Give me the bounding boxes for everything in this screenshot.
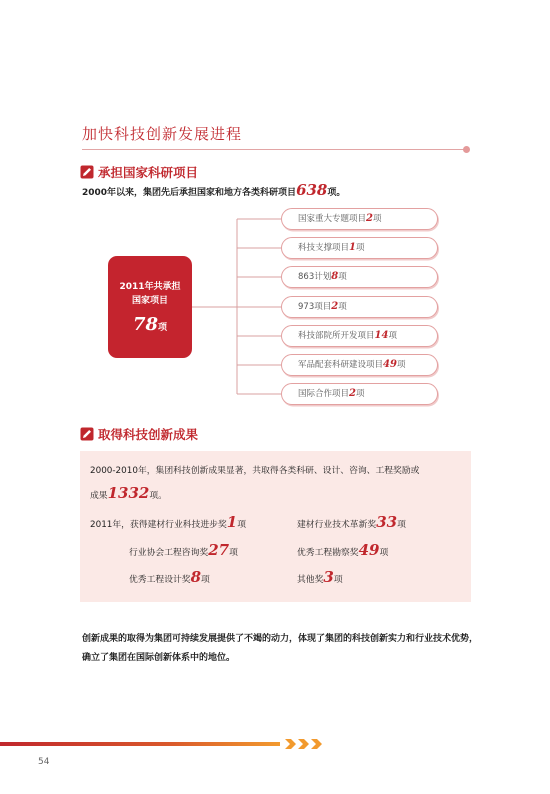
- award-number: 27: [208, 541, 230, 559]
- pill-label: 科技部院所开发项目: [298, 331, 375, 341]
- project-pill: [281, 266, 438, 288]
- award-unit: 项: [333, 575, 343, 585]
- section-heading-achievements-label: 取得科技创新成果: [98, 427, 199, 442]
- award-number: 3: [323, 568, 334, 586]
- achievements-line2: [90, 484, 167, 502]
- summary-line2: 国家项目: [131, 296, 168, 306]
- pill-unit: 项: [372, 214, 382, 224]
- project-pill: [281, 296, 438, 318]
- award-unit: 项: [201, 575, 210, 585]
- award-label: 2011年，获得建材行业科技进步奖: [90, 520, 227, 530]
- project-pill: [281, 237, 438, 259]
- pill-number: 49: [383, 359, 397, 370]
- closing-paragraph: 创新成果的取得为集团可持续发展提供了不竭的动力，体现了集团的科技创新实力和行业技术优势，确立了集团在国际创新体系中的地位。: [82, 634, 479, 663]
- award-label: 行业协会工程咨询奖: [129, 548, 209, 558]
- summary-count: [108, 314, 192, 335]
- page-number: 54: [38, 757, 50, 767]
- pill-number: 8: [331, 271, 339, 282]
- pill-number: 2: [366, 213, 373, 224]
- section-heading-research: [80, 163, 198, 181]
- award-item: [129, 568, 210, 586]
- award-number: 49: [358, 541, 380, 559]
- research-intro: [82, 181, 345, 199]
- pill-unit: 项: [355, 243, 365, 253]
- award-number: 8: [190, 568, 202, 586]
- chevron-right-icon: [285, 739, 325, 749]
- pencil-icon: [80, 165, 94, 179]
- award-label: 建材行业技术革新奖: [297, 520, 377, 530]
- pill-unit: 项: [388, 331, 397, 341]
- pill-number: 2: [349, 388, 356, 399]
- award-number: 1: [226, 513, 238, 531]
- line2-number: 1332: [107, 484, 150, 502]
- intro-prefix: 2000年以来，集团先后承担国家和地方各类科研项目: [82, 188, 297, 198]
- award-unit: 项: [397, 520, 406, 530]
- award-number: 33: [376, 513, 398, 531]
- section-heading-research-label: 承担国家科研项目: [98, 165, 199, 180]
- pill-label: 863计划: [298, 272, 332, 282]
- tree-connector: [192, 200, 292, 420]
- pill-number: 14: [374, 330, 389, 341]
- summary-number: 78: [132, 314, 159, 335]
- pill-number: 2: [331, 301, 339, 312]
- pill-label: 科技支撑项目: [298, 243, 350, 253]
- pill-label: 军品配套科研建设项目: [298, 360, 384, 370]
- award-unit: 项: [237, 520, 246, 530]
- award-label: 优秀工程设计奖: [129, 575, 191, 585]
- summary-line1: 2011年共承担: [119, 282, 181, 292]
- line2-prefix: 成果: [90, 491, 108, 501]
- award-label: 优秀工程勘察奖: [297, 548, 359, 558]
- award-item: [90, 513, 246, 531]
- pill-label: 973项目: [298, 302, 332, 312]
- achievements-line1: 2000-2010年，集团科技创新成果显著，共取得各类科研、设计、咨询、工程奖励或: [90, 466, 420, 476]
- line2-suffix: 项。: [149, 491, 167, 501]
- award-item: [129, 541, 238, 559]
- project-pill: [281, 208, 438, 230]
- footer-bar: [0, 742, 280, 746]
- pill-number: 1: [349, 242, 356, 253]
- award-item: [297, 513, 406, 531]
- divider-dot: [463, 146, 470, 153]
- pencil-icon: [80, 427, 94, 441]
- pill-unit: 项: [396, 360, 406, 370]
- pill-label: 国际合作项目: [298, 389, 350, 399]
- intro-number: 638: [296, 181, 328, 199]
- project-pill: [281, 383, 438, 405]
- section-heading-achievements: [80, 425, 198, 443]
- summary-unit: 项: [158, 323, 168, 333]
- pill-unit: 项: [338, 272, 347, 282]
- award-unit: 项: [379, 548, 389, 558]
- pill-label: 国家重大专题项目: [298, 214, 367, 224]
- pill-unit: 项: [338, 302, 347, 312]
- award-item: [297, 541, 388, 559]
- project-pill: [281, 354, 438, 376]
- award-unit: 项: [229, 548, 238, 558]
- project-pill: [281, 325, 438, 347]
- page-title: 加快科技创新发展进程: [82, 125, 243, 143]
- award-label: 其他奖: [297, 575, 324, 585]
- title-divider: [82, 149, 466, 150]
- achievements-box: [80, 451, 471, 602]
- pill-unit: 项: [355, 389, 365, 399]
- award-item: [297, 568, 343, 586]
- summary-box: [108, 256, 192, 358]
- intro-suffix: 项。: [327, 188, 346, 198]
